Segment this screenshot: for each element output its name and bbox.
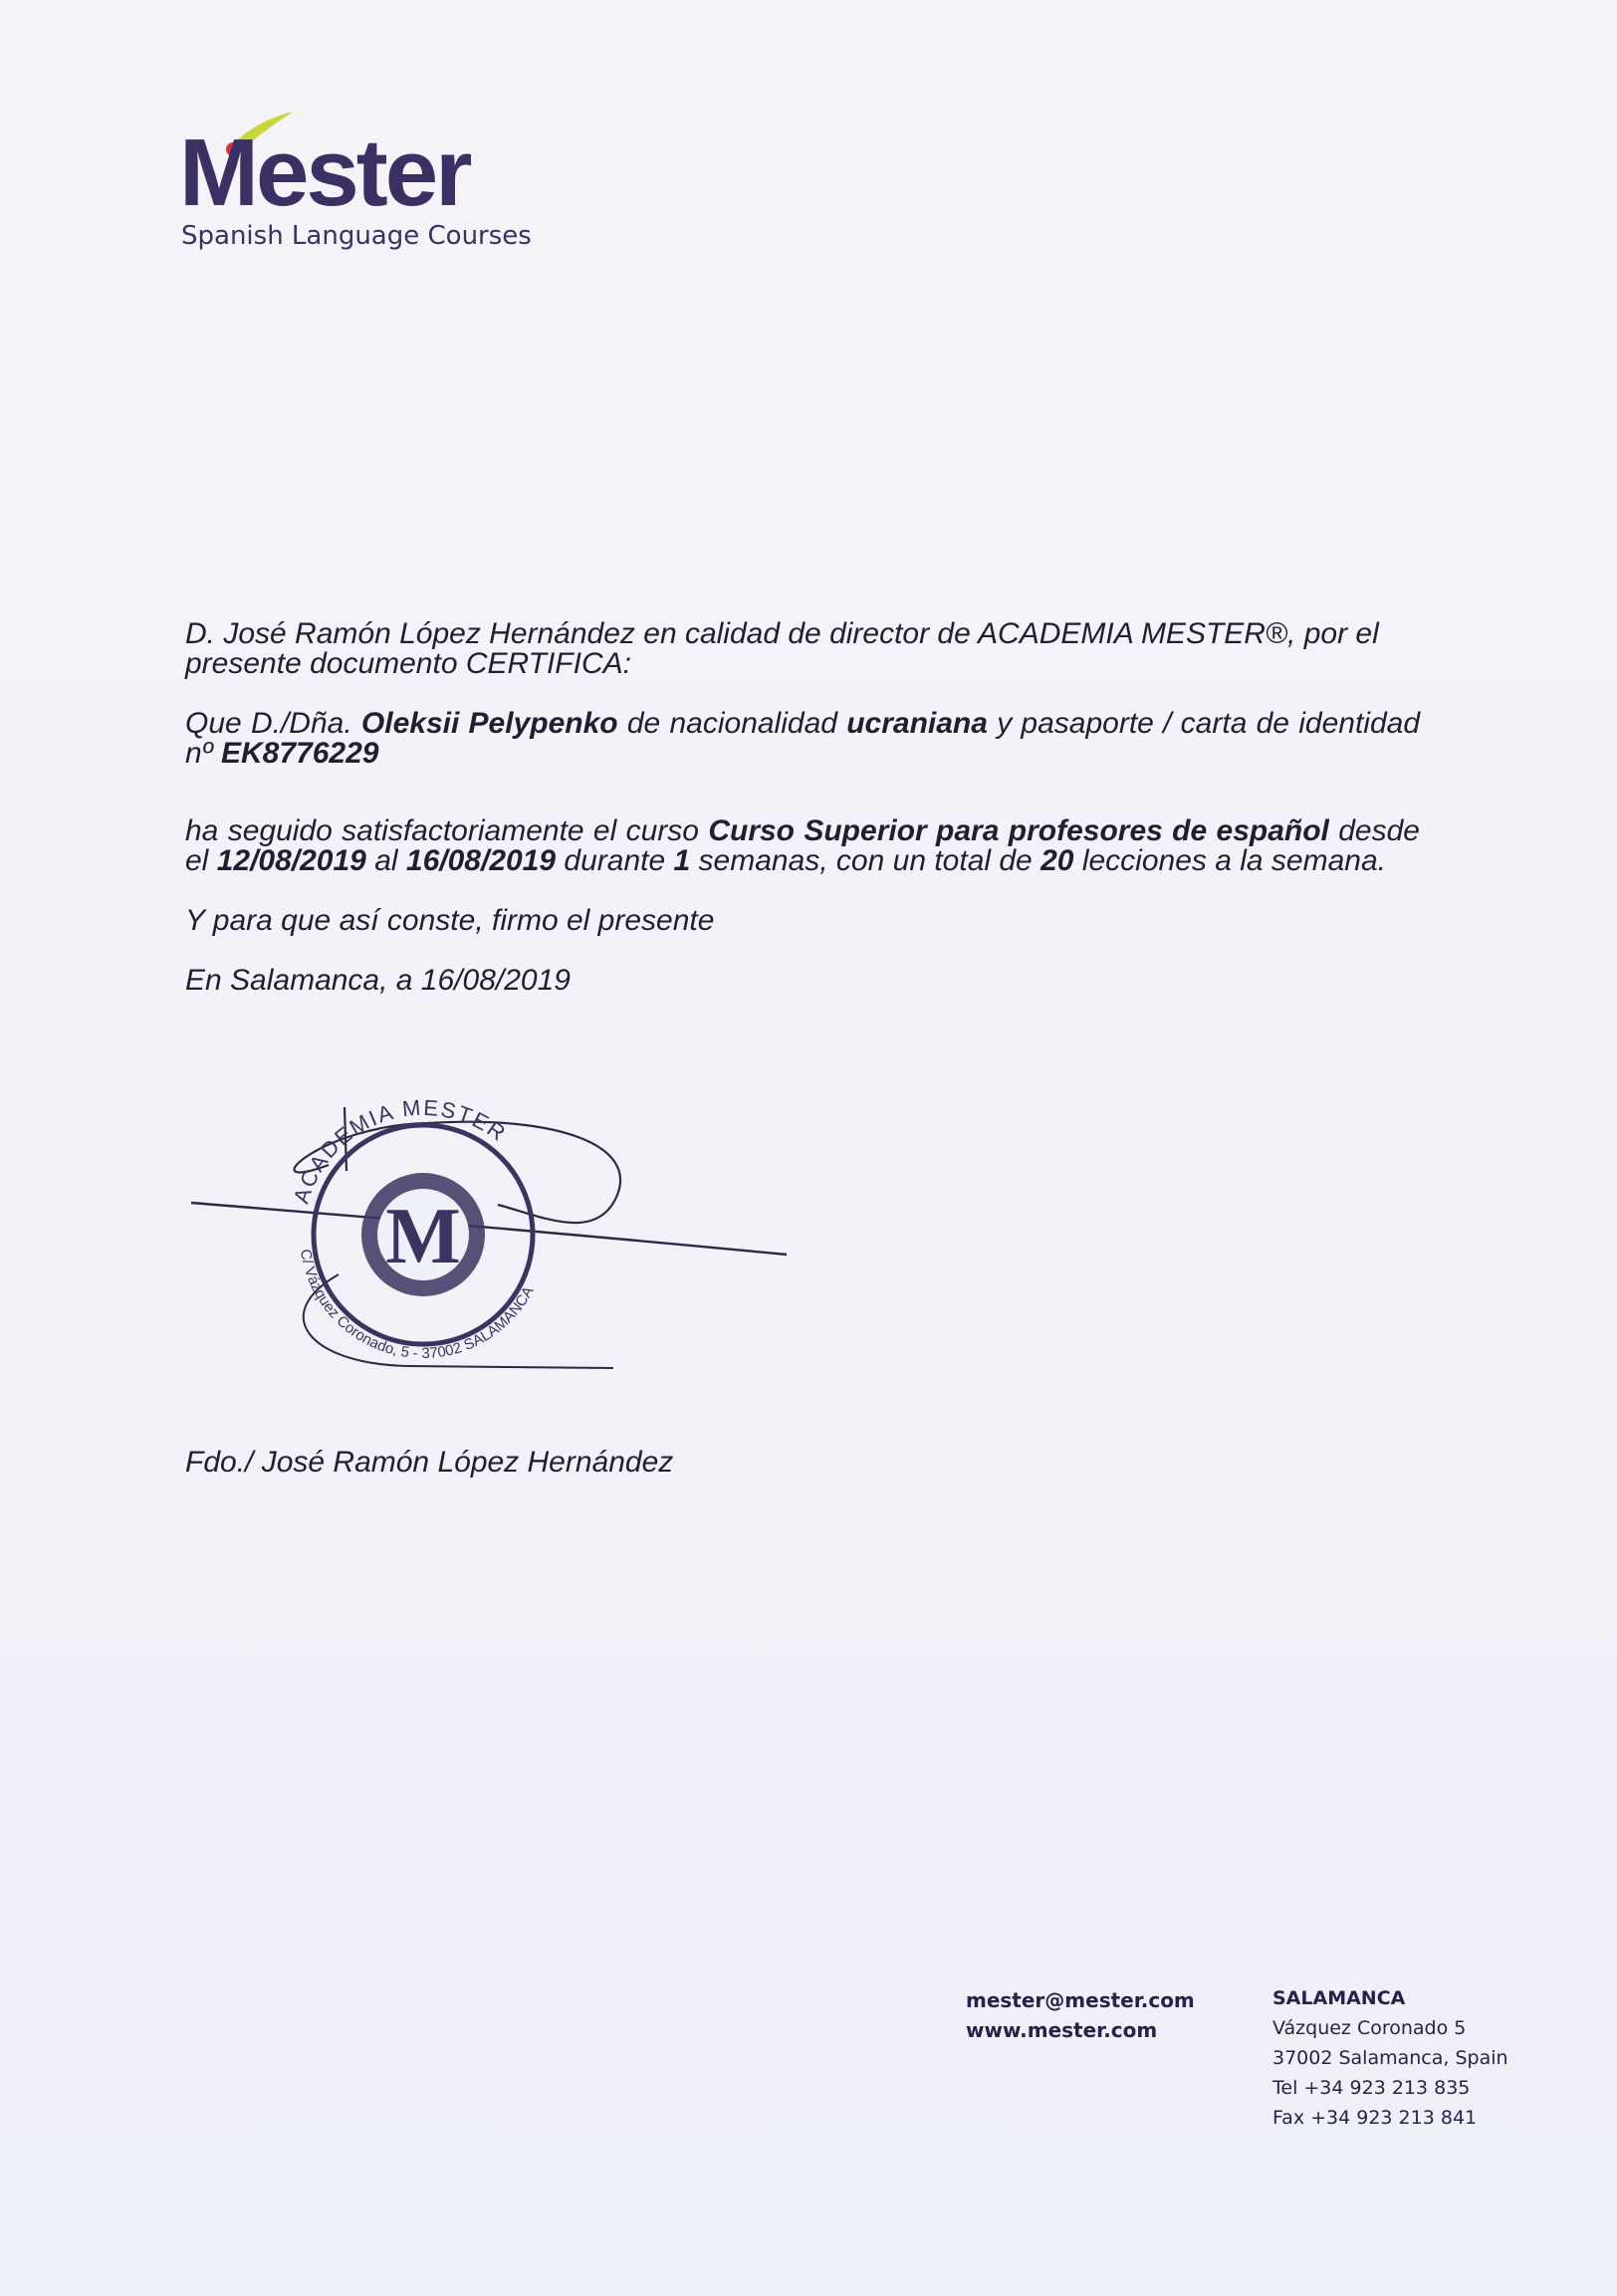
logo-tagline: Spanish Language Courses [181,221,532,251]
signature-line [191,1203,787,1255]
signed-by: Fdo./ José Ramón López Hernández [185,1446,674,1479]
student-name: Oleksii Pelypenko [360,707,618,740]
student-paragraph [185,709,1420,769]
closing-paragraph: Y para que así conste, firmo el presente [185,904,715,937]
student-nationality: ucraniana [846,707,988,740]
course-start-date: 12/08/2019 [216,844,366,877]
stamp-and-signature [179,1085,797,1384]
certificate-body [185,619,1420,1026]
footer-city: SALAMANCA [1272,1987,1406,2009]
course-weeks: 1 [673,844,691,877]
course-lessons: 20 [1040,844,1074,877]
course-name: Curso Superior para profesores de español [708,814,1329,847]
duration-lead: durante [564,844,666,877]
footer-postal: 37002 Salamanca, Spain [1272,2047,1508,2069]
end-lead: al [374,844,398,877]
lessons-lead: lecciones a la semana. [1081,844,1386,877]
footer-email[interactable]: mester@mester.com [966,1988,1195,2012]
logo-wordmark: Mester [179,119,470,226]
student-lead: Que D./Dña. [185,707,352,740]
student-id-number: EK8776229 [221,737,379,770]
course-paragraph [185,816,1420,876]
footer-fax: Fax +34 923 213 841 [1272,2107,1478,2129]
stamp-bottom-text: C/ Vázquez Coronado, 5 - 37002 SALAMANCA [296,1248,538,1363]
nationality-lead: de nacionalidad [626,707,837,740]
stamp-top-text: ACADEMIA MESTER [288,1094,512,1207]
document-lead: y pasaporte / carta de identidad nº [185,707,1420,770]
course-lead: ha seguido satisfactoriamente el curso [185,814,699,847]
start-lead: desde el [185,814,1420,877]
course-end-date: 16/08/2019 [405,844,557,877]
mester-logo [179,110,538,269]
weeks-lead: semanas, con un total de [698,844,1033,877]
place-date: En Salamanca, a 16/08/2019 [185,964,571,997]
footer-office [1272,1983,1508,2133]
intro-paragraph: D. José Ramón López Hernández en calidad de director de ACADEMIA MESTER®, por el presente documento CERTIFICA: [185,617,1379,680]
stamp-monogram: M [385,1193,461,1280]
footer-contact [966,1985,1195,2045]
footer-address: Vázquez Coronado 5 [1272,2017,1467,2039]
footer-website[interactable]: www.mester.com [966,2018,1158,2042]
footer-tel: Tel +34 923 213 835 [1272,2077,1471,2099]
